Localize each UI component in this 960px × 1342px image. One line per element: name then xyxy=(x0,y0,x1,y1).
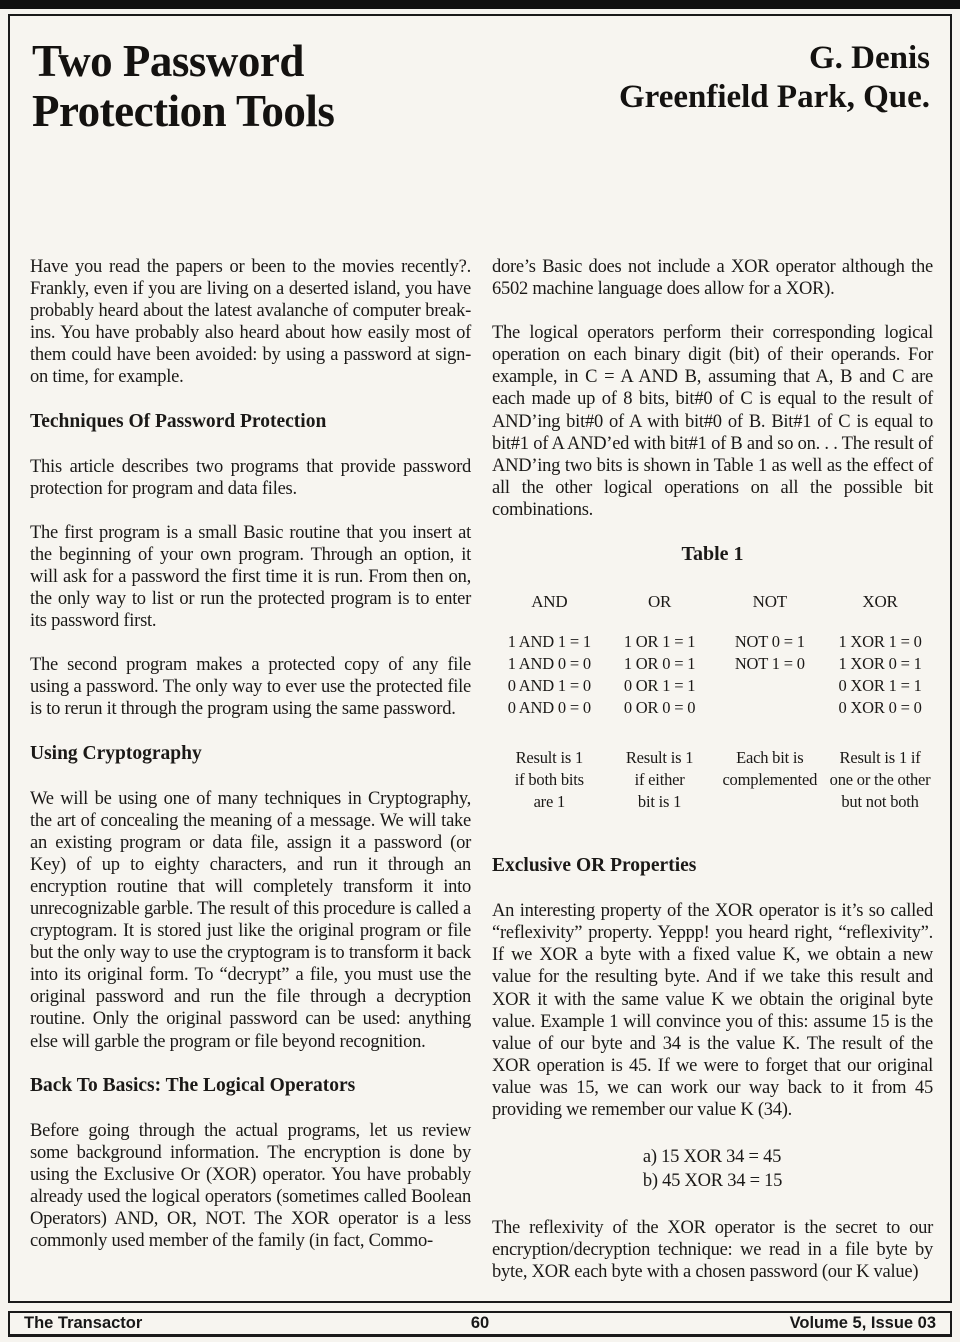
article-frame xyxy=(8,14,952,1303)
table-header: OR xyxy=(647,592,672,612)
article-header xyxy=(32,36,930,136)
table-summary-line: bit is 1 xyxy=(637,792,682,812)
section-heading-techniques: Techniques Of Password Protection xyxy=(30,410,327,432)
footer-issue: Volume 5, Issue 03 xyxy=(789,1314,937,1332)
xor-example-block xyxy=(492,1145,933,1193)
table-summary-line: if either xyxy=(634,770,685,790)
table-cell: 1 XOR 1 = 0 xyxy=(838,632,922,652)
table-cell: 0 XOR 0 = 0 xyxy=(838,698,922,718)
paragraph: The first program is a small Basic routine that you insert at the beginning of your own program. Through an option, it will ask for a password the first time it is run. From then on, the only way to list or run the protected program is to enter its password first. xyxy=(30,522,471,632)
paragraph: The logical operators perform their corresponding logical operation on each binary digit (bit) of their operands. For example, in C = A AND B, assuming that A, B and C are each made up of 8 bits, bit#0 of C is equal to the result of AND’ing bit#0 of A with bit#0 of B. Bit#1 of C is equal to bit#1 of A AND’ed with bit#1 of B and so on. . . The result of AND’ing two bits is shown in Table 1 as well as the effect of all the other logical operations on all the possible bit combinations. xyxy=(492,323,933,520)
table-summary-line: but not both xyxy=(841,792,919,812)
table-summary-line: complemented xyxy=(722,770,818,790)
table-cell: 1 XOR 0 = 1 xyxy=(838,654,922,674)
table-column-or xyxy=(607,565,713,813)
logic-operator-table xyxy=(492,565,933,813)
table-header: AND xyxy=(531,592,568,612)
table-cell: 0 AND 1 = 0 xyxy=(507,676,591,696)
table-cell xyxy=(712,697,827,719)
article-title xyxy=(32,36,334,136)
table-cell: 1 AND 0 = 0 xyxy=(507,654,591,674)
right-column xyxy=(492,256,933,1305)
table-summary-line: one or the other xyxy=(829,770,931,790)
table-cell: 0 AND 0 = 0 xyxy=(507,698,591,718)
paragraph: An interesting property of the XOR operator is it’s so called “reflexivity” property. Yeppp! you heard right, “reflexivity”. If we XOR a byte with a fixed value K, we obtain a new value for the resulting byte. And if we take this result and XOR it with the same value K we obtain the original byte value. Example 1 will convince you of this: assume 15 is the value of our byte and 34 is the value K. The result of the XOR operation is 45. If we were to forget that our original value was 15, we can work our way back to it from 45 providing we remember our value K (34). xyxy=(492,901,933,1120)
table-header: XOR xyxy=(862,592,898,612)
table-summary-line xyxy=(712,791,827,813)
table-cell: NOT 0 = 1 xyxy=(734,632,805,652)
table-cell: 1 OR 0 = 1 xyxy=(623,654,696,674)
table-cell: 1 OR 1 = 1 xyxy=(623,632,696,652)
table-column-and xyxy=(492,565,607,813)
table-header: NOT xyxy=(752,592,787,612)
table-cell: 0 OR 1 = 1 xyxy=(623,676,696,696)
article-title-line2: Protection Tools xyxy=(32,86,335,136)
example-line-b: b) 45 XOR 34 = 15 xyxy=(642,1171,783,1192)
author-location: Greenfield Park, Que. xyxy=(618,79,930,115)
table-cell: NOT 1 = 0 xyxy=(734,654,805,674)
table-summary-line: Result is 1 xyxy=(625,748,694,768)
paragraph: This article describes two programs that provide password protection for program and data files. xyxy=(30,456,471,499)
scan-top-edge xyxy=(0,0,960,9)
article-title-line1: Two Password xyxy=(32,36,304,86)
table-cell: 0 XOR 1 = 1 xyxy=(838,676,922,696)
paragraph: The reflexivity of the XOR operator is the secret to our encryption/decryption technique: we read in a file byte by byte, XOR each byte with a chosen password (our K value) xyxy=(492,1218,933,1283)
table-column-not xyxy=(712,565,827,813)
table-summary-line: Result is 1 if xyxy=(839,748,921,768)
section-heading-logical-operators: Back To Basics: The Logical Operators xyxy=(30,1074,356,1096)
paragraph: We will be using one of many techniques in Cryptography, the art of concealing the meaning of a message. We will take an existing program or data file, assign it a password (or Key) of up to eighty characters, and run it through an encryption routine that will completely transform it into unrecognizable garble. The result of this procedure is called a cryptogram. It is stored just like the original program or file but the only way to use the cryptogram is to transform it back into its original form. To “decrypt” a file, you must use the original password and run the file through a decryption routine. Only the original password can be used: anything else will garble the program or file beyond recognition. xyxy=(30,788,471,1052)
table-cell: 0 OR 0 = 0 xyxy=(623,698,696,718)
section-heading-cryptography: Using Cryptography xyxy=(30,742,202,764)
table-summary-line: if both bits xyxy=(514,770,584,790)
table-summary-line: are 1 xyxy=(533,792,566,812)
footer-page-number: 60 xyxy=(470,1314,490,1332)
table-summary-line: Each bit is xyxy=(736,748,804,768)
page-footer xyxy=(8,1311,952,1337)
author-name: G. Denis xyxy=(808,40,930,76)
example-line-a: a) 15 XOR 34 = 45 xyxy=(642,1147,782,1168)
table-cell xyxy=(712,675,827,697)
paragraph: The second program makes a protected copy of any file using a password. The only way to ever use the protected file is to rerun it through the program using the same password. xyxy=(30,655,471,720)
table-summary-line: Result is 1 xyxy=(515,748,584,768)
left-column xyxy=(30,256,471,1274)
article-byline xyxy=(619,36,930,117)
paragraph: Have you read the papers or been to the movies recently?. Frankly, even if you are living on a deserted island, you have probably heard about the latest avalanche of computer break-ins. You have probably also heard about how easily most of them could have been avoided: by using a password at sign-on time, for example. xyxy=(30,257,471,388)
table-title: Table 1 xyxy=(681,543,744,566)
section-heading-xor-properties: Exclusive OR Properties xyxy=(492,855,697,877)
paragraph: dore’s Basic does not include a XOR operator although the 6502 machine language does allow for a XOR). xyxy=(492,257,933,300)
table-column-xor xyxy=(827,565,933,813)
footer-magazine-name: The Transactor xyxy=(24,1314,143,1332)
paragraph: Before going through the actual programs, let us review some background information. The encryption is done by using the Exclusive Or (XOR) operator. You have probably already used the logical operators (sometimes called Boolean Operators) AND, OR, NOT. The XOR operator is a less commonly used member of the family (in fact, Commo- xyxy=(30,1120,471,1252)
table-cell: 1 AND 1 = 1 xyxy=(507,632,591,652)
